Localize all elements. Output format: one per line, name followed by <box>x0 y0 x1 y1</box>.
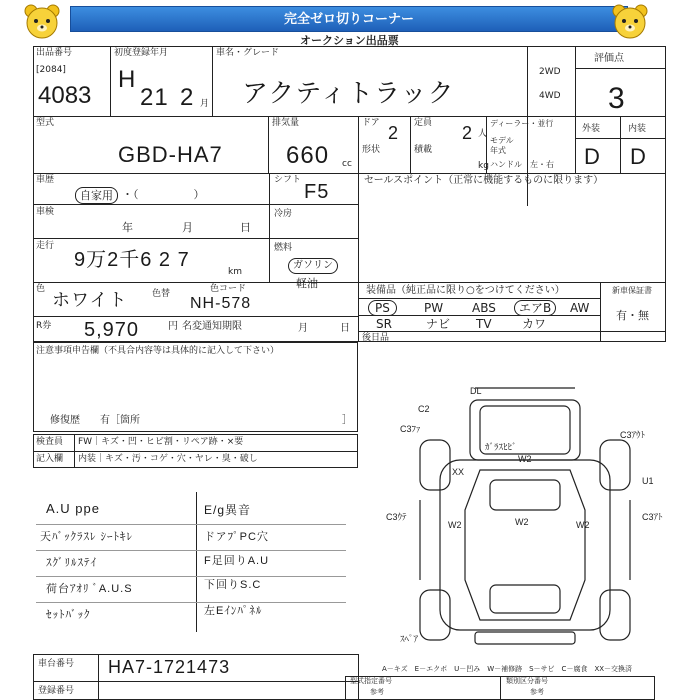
inspector-row2: 内装｜キズ・汚・コゲ・穴・ヤレ・臭・破し <box>78 454 258 464</box>
notes-label: 注意事項申告欄（不具合内容等は具体的に記入して下さい） <box>36 346 280 356</box>
displacement-label: 排気量 <box>272 118 300 128</box>
load-unit: kg <box>478 161 489 171</box>
diag-label-5: W2 <box>518 454 532 464</box>
color-value: ホワイト <box>52 290 128 310</box>
first-reg-era: H <box>118 66 137 93</box>
equipment-label: 装備品（純正品に限り○をつけてください） <box>366 285 565 296</box>
handle-label: ハンドル <box>490 160 522 169</box>
color-change-label: 色替 <box>152 289 171 299</box>
repair-end: ］ <box>342 415 352 426</box>
sales-point-label: セールスポイント（正常に機能するものに限ります） <box>364 175 604 186</box>
lot-sub: [2084] <box>36 65 66 75</box>
equip-navi: ナビ <box>426 317 451 331</box>
type-ref: 参考 <box>370 688 384 696</box>
doors-label: ドア <box>362 118 380 128</box>
banner: 完全ゼロ切りコーナー <box>70 6 628 32</box>
remark-9: 下回りS.C <box>204 579 262 591</box>
dealer-label: ディーラー・並行 <box>490 119 554 128</box>
shift-label: シフト <box>274 175 302 185</box>
recycle-unit: 円 <box>168 321 178 332</box>
remark-3: ｽｸﾞﾘﾙｽﾃｲ <box>46 557 97 569</box>
diag-label-7: U1 <box>642 476 654 486</box>
exterior-grade: D <box>584 144 601 169</box>
lot-label: 出品番号 <box>36 48 73 58</box>
shape-label: 形状 <box>362 145 381 155</box>
first-reg-month: 2 <box>180 84 195 111</box>
warranty-value: 有・無 <box>616 309 649 322</box>
type-number-label: 型式指定番号 <box>350 677 392 685</box>
vehicle-damage-diagram <box>380 380 680 670</box>
remark-1: A.U ppe <box>46 501 100 516</box>
drive-2wd: 2WD <box>539 67 561 77</box>
diag-label-13: DL <box>470 386 482 396</box>
mileage-value: 9万2千6 2 7 <box>74 249 190 271</box>
capacity-unit: 人 <box>478 129 488 139</box>
model-value: GBD-HA7 <box>118 142 223 167</box>
handle-side: 左・右 <box>530 160 554 169</box>
remark-8: F足回りA.U <box>204 555 270 567</box>
interior-label: 内装 <box>628 124 647 134</box>
inspection-year: 年 <box>122 221 133 234</box>
capacity-label: 定員 <box>414 118 433 128</box>
displacement-unit: cc <box>342 159 352 169</box>
car-name-label: 車名・グレード <box>216 48 280 58</box>
equip-ps: PS <box>368 300 397 316</box>
diag-label-6: XX <box>452 467 465 477</box>
category-label: 類別区分番号 <box>506 677 548 685</box>
shift-value: F5 <box>304 181 330 203</box>
year-label: 年式 <box>490 146 506 155</box>
mileage-unit: km <box>228 267 242 277</box>
remark-7: ドアﾌﾟPC穴 <box>204 531 269 543</box>
diag-label-14: ｽﾍﾟｱ <box>400 634 419 644</box>
ac-label: 冷房 <box>274 209 293 219</box>
rear-items-label: 後日品 <box>362 333 390 343</box>
recycle-label: R券 <box>36 321 52 331</box>
capacity-value: 2 <box>462 123 474 143</box>
diag-label-8: W2 <box>448 520 462 530</box>
chassis-label: 車台番号 <box>38 659 75 669</box>
name-change-label: 名変通知期限 <box>182 321 242 332</box>
diag-label-3: C3ｱｳﾄ <box>620 430 646 440</box>
inspector-label: 検査員 <box>36 437 64 447</box>
inspection-day: 日 <box>240 221 251 234</box>
model-label: 型式 <box>36 118 55 128</box>
remark-4: 荷台ｱｵﾘ ﾞA.U.S <box>46 583 133 595</box>
remark-5: ｾｯﾄﾊﾞｯｸ <box>46 609 91 621</box>
bear-mascot-right-icon <box>610 2 650 42</box>
history-rest: ・（ ） <box>122 188 205 201</box>
lot-number: 4083 <box>38 82 92 109</box>
car-name-value: アクティトラック <box>242 78 455 108</box>
diag-label-11: C3ｳﾃ <box>386 512 407 522</box>
drive-4wd: 4WD <box>539 91 561 101</box>
warranty-label: 新車保証書 <box>612 286 652 295</box>
model-year-label: モデル <box>490 136 514 145</box>
diag-label-4: ｶﾞﾗｽﾋﾋﾞ <box>485 442 517 452</box>
first-reg-label: 初度登録年月 <box>114 48 169 58</box>
bear-mascot-left-icon <box>22 2 62 42</box>
name-change-month: 月 <box>298 323 308 334</box>
damage-legend: A－キズ E－エクボ U－凹み W－補修跡 S－サビ C－腐食 XX－交換済 <box>382 665 633 673</box>
inspector-row1: FW｜キズ・凹・ヒビ割・リペア跡・×要 <box>78 437 244 447</box>
history-label: 車歴 <box>36 175 55 185</box>
form-top-title: オークション出品票 <box>300 34 399 47</box>
history-value: 自家用 <box>75 187 118 204</box>
color-code: NH-578 <box>190 295 252 312</box>
category-ref: 参考 <box>530 688 544 696</box>
remark-10: 左Eｲﾝﾊﾟﾈﾙ <box>204 605 263 617</box>
diag-label-1: C2 <box>418 404 430 414</box>
entry-label: 記入欄 <box>36 454 64 464</box>
equip-tv: TV <box>476 317 492 331</box>
name-change-day: 日 <box>340 323 350 334</box>
diag-label-9: W2 <box>515 517 529 527</box>
interior-grade: D <box>630 144 647 169</box>
equip-pw: PW <box>424 301 444 315</box>
equip-aw: AW <box>570 301 590 315</box>
fuel-value: ガソリン <box>288 258 338 274</box>
exterior-label: 外装 <box>582 124 601 134</box>
mileage-label: 走行 <box>36 241 55 251</box>
registration-label: 登録番号 <box>38 686 75 696</box>
color-label: 色 <box>36 284 46 294</box>
remark-2: 天ﾊﾞｯｸﾗｽﾚ ｼｰﾄｷﾚ <box>40 531 134 543</box>
equip-airbag: エアB <box>514 300 556 316</box>
remark-6: E/g異音 <box>204 503 252 517</box>
inspection-label: 車検 <box>36 207 55 217</box>
color-code-label: 色コード <box>210 284 247 294</box>
inspection-month: 月 <box>182 221 193 234</box>
doors-value: 2 <box>388 123 400 143</box>
displacement-value: 660 <box>286 142 330 169</box>
equip-sr: SR <box>376 317 392 331</box>
fuel-alt: 軽油 <box>296 277 318 290</box>
equip-abs: ABS <box>472 301 496 315</box>
fuel-label: 燃料 <box>274 243 293 253</box>
score-value: 3 <box>608 82 626 115</box>
repair-history: 修復歴 有［箇所 <box>50 415 140 426</box>
month-unit: 月 <box>200 99 210 109</box>
load-label: 積載 <box>414 145 433 155</box>
diag-label-10: W2 <box>576 520 590 530</box>
chassis-number: HA7-1721473 <box>108 657 231 677</box>
score-label: 評価点 <box>594 53 624 64</box>
recycle-value: 5,970 <box>84 319 140 341</box>
diag-label-2: C3ﾌｧ <box>400 424 421 434</box>
first-reg-year: 21 <box>140 84 169 111</box>
equip-leather: カワ <box>522 317 547 331</box>
diag-label-12: C3ｱﾄ <box>642 512 663 522</box>
